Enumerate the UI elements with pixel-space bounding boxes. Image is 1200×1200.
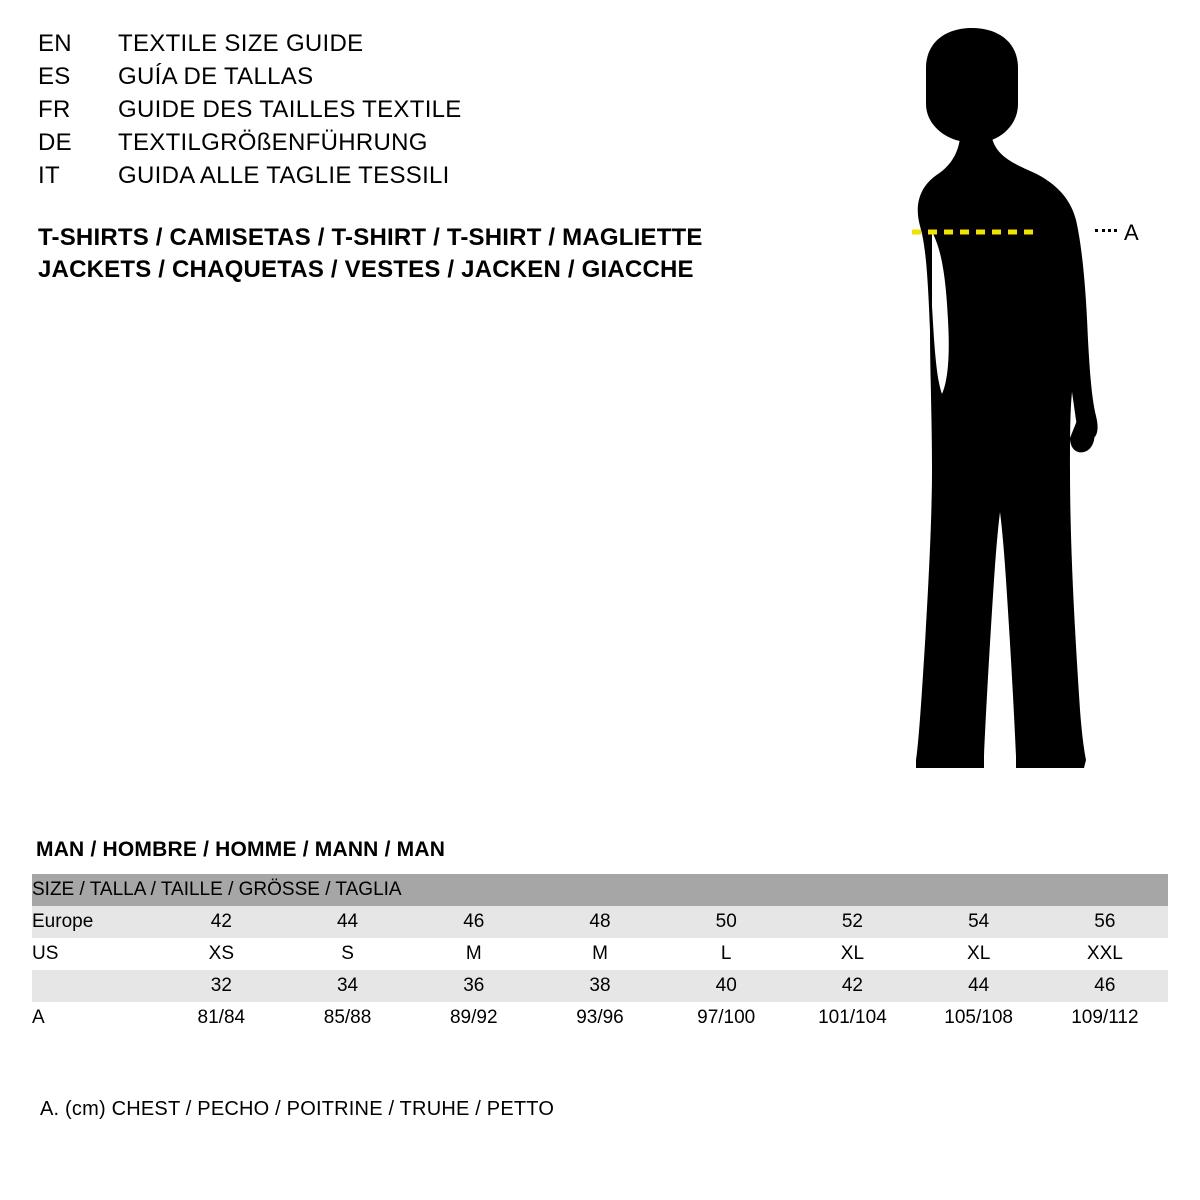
language-title: TEXTILE SIZE GUIDE	[118, 30, 364, 57]
cell-value: 109/112	[1071, 1007, 1139, 1028]
cell-value: 89/92	[449, 1007, 498, 1028]
cell-value: 44	[336, 911, 359, 932]
language-title: GUIDA ALLE TAGLIE TESSILI	[118, 162, 450, 189]
body-silhouette-figure	[820, 20, 1180, 790]
cell-value: 36	[463, 975, 485, 996]
cell-value: XS	[208, 943, 234, 964]
language-row	[38, 30, 738, 63]
cell-value: 54	[968, 911, 990, 932]
language-code: IT	[38, 162, 60, 189]
size-table	[32, 874, 1168, 1034]
cell-value: S	[341, 943, 354, 964]
language-header-block	[38, 30, 738, 195]
cell-value: 56	[1094, 911, 1116, 932]
cell-value: 85/88	[323, 1007, 372, 1028]
language-row	[38, 129, 738, 162]
language-row	[38, 162, 738, 195]
table-row	[32, 938, 1168, 970]
language-code: DE	[38, 129, 72, 156]
cell-value: 105/108	[944, 1007, 1013, 1028]
table-header-label: SIZE / TALLA / TAILLE / GRÖSSE / TAGLIA	[32, 879, 402, 900]
language-title: GUÍA DE TALLAS	[118, 63, 314, 90]
silhouette-svg	[820, 20, 1180, 790]
row-label: A	[32, 1007, 45, 1028]
language-row	[38, 63, 738, 96]
cell-value: 97/100	[697, 1007, 756, 1028]
row-label: US	[32, 943, 59, 964]
cell-value: 34	[336, 975, 359, 996]
language-row	[38, 96, 738, 129]
row-label	[32, 970, 158, 1002]
language-code: FR	[38, 96, 71, 123]
cell-value: 81/84	[197, 1007, 246, 1028]
measure-label-a: A	[1124, 220, 1139, 245]
measure-leader-line	[1095, 229, 1117, 232]
cell-value: 42	[210, 911, 232, 932]
cell-value: 93/96	[576, 1007, 624, 1028]
cell-value: 42	[841, 975, 863, 996]
table-section-title: MAN / HOMBRE / HOMME / MANN / MAN	[36, 838, 446, 861]
cell-value: 32	[210, 975, 232, 996]
cell-value: 46	[1094, 975, 1116, 996]
cell-value: 38	[589, 975, 611, 996]
cell-value: XXL	[1086, 943, 1123, 964]
language-code: ES	[38, 63, 71, 90]
cell-value: XL	[840, 943, 865, 964]
cell-value: XL	[967, 943, 991, 964]
footnote-chest-measurement: A. (cm) CHEST / PECHO / POITRINE / TRUHE / PETTO	[40, 1098, 555, 1120]
language-code: EN	[38, 30, 72, 57]
cell-value: M	[465, 943, 482, 964]
cell-value: L	[720, 943, 732, 964]
cell-value: 52	[841, 911, 863, 932]
cell-value: 46	[463, 911, 485, 932]
cell-value: 50	[715, 911, 737, 932]
category-block	[38, 222, 838, 286]
cell-value: 44	[968, 975, 990, 996]
table-row	[32, 1002, 1168, 1034]
table-header-row	[32, 874, 1168, 906]
table-row	[32, 970, 1168, 1002]
table-row	[32, 906, 1168, 938]
category-line-jackets: JACKETS / CHAQUETAS / VESTES / JACKEN / GIACCHE	[38, 256, 694, 283]
row-label: Europe	[32, 911, 94, 932]
size-table-section	[32, 838, 1168, 1034]
category-line-tshirts: T-SHIRTS / CAMISETAS / T-SHIRT / T-SHIRT / MAGLIETTE	[38, 224, 703, 251]
cell-value: 40	[715, 975, 737, 996]
cell-value: 101/104	[818, 1007, 887, 1028]
cell-value: M	[592, 943, 608, 964]
cell-value: 48	[589, 911, 611, 932]
language-title: TEXTILGRÖßENFÜHRUNG	[118, 129, 428, 156]
language-title: GUIDE DES TAILLES TEXTILE	[118, 96, 462, 123]
